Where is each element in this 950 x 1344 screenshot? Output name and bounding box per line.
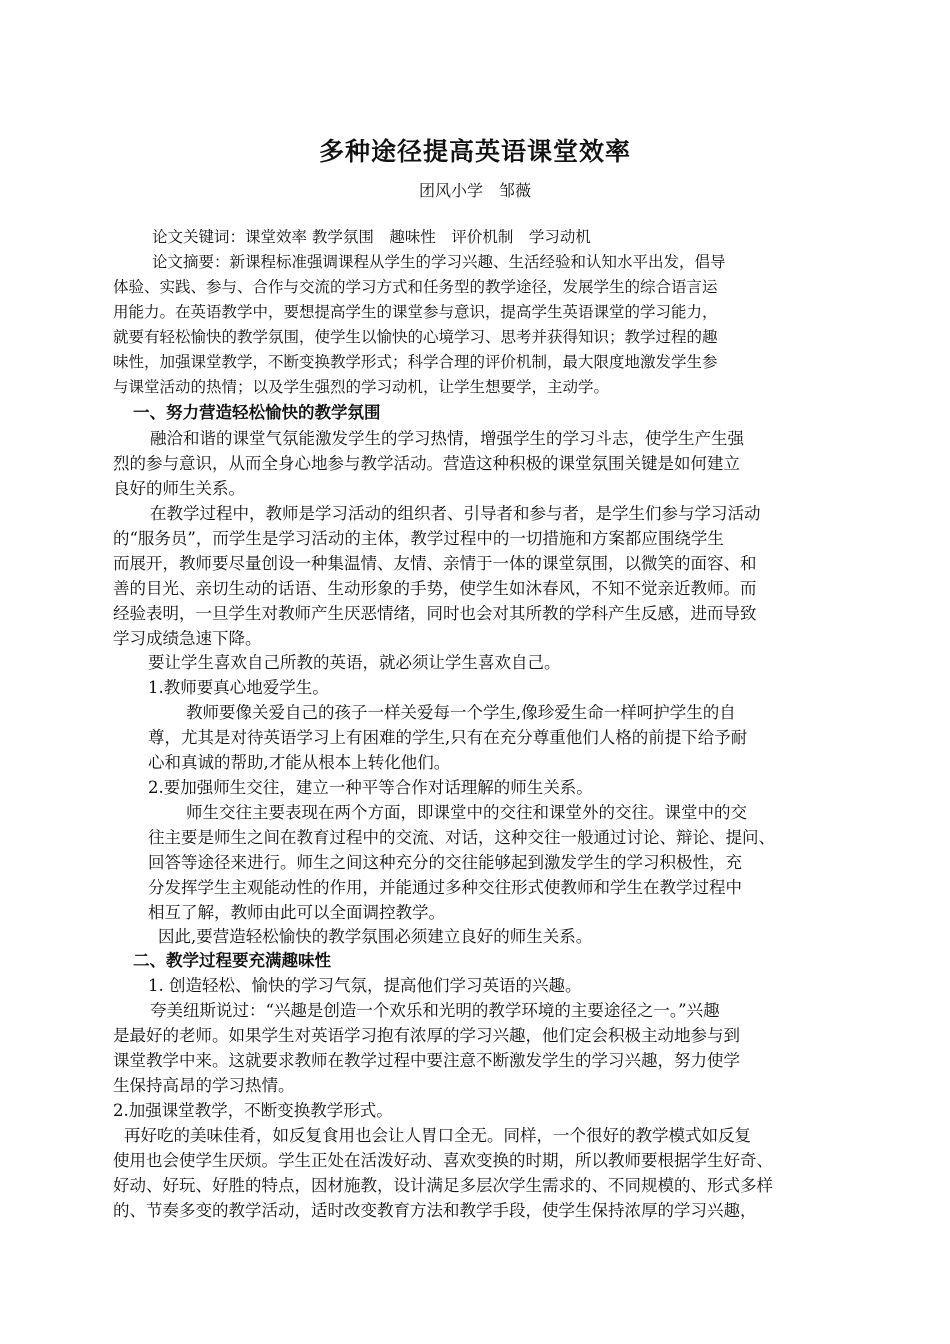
paragraph-line: 的“服务员”，而学生是学习活动的主体，教学过程中的一切措施和方案都应围绕学生 [113,529,724,548]
paragraph-line: 要让学生喜欢自己所教的英语，就必须让学生喜欢自己。 [148,653,561,672]
section-heading: 二、教学过程要充满趣味性 [133,951,331,970]
abstract-line: 与课堂活动的热情；以及学生强烈的学习动机，让学生想要学，主动学。 [113,378,610,396]
author-byline: 团风小学 邹薇 [418,181,531,200]
abstract-line: 体验、实践、参与、合作与交流的学习方式和任务型的教学途径，发展学生的综合语言运 [113,278,718,296]
paragraph-line: 因此,要营造轻松愉快的教学氛围必须建立良好的师生关系。 [158,927,593,946]
list-item-heading: 2.加强课堂教学，不断变换教学形式。 [113,1101,393,1120]
list-item-heading: 1.教师要真心地爱学生。 [148,678,329,697]
abstract-line: 用能力。在英语教学中，要想提高学生的课堂参与意识，提高学生英语课堂的学习能力， [113,303,718,321]
paragraph-line: 烈的参与意识，从而全身心地参与教学活动。营造这种积极的课堂氛围关键是如何建立 [113,454,740,473]
paragraph-line: 分发挥学生主观能动性的作用，并能通过多种交往形式使教师和学生在教学过程中 [148,878,742,897]
section-heading: 一、努力营造轻松愉快的教学氛围 [133,403,381,422]
paragraph-line: 良好的师生关系。 [113,479,245,498]
paragraph-line: 教师要像关爱自己的孩子一样关爱每一个学生,像珍爱生命一样呵护学生的自 [186,703,736,722]
paragraph-line: 心和真诚的帮助,才能从根本上转化他们。 [148,753,451,772]
paragraph-line: 夸美纽斯说过：“兴趣是创造一个欢乐和光明的教学环境的主要途径之一。”兴趣 [150,1001,720,1020]
paragraph-line: 往主要是师生之间在教育过程中的交流、对话，这种交往一般通过讨论、辩论、提问、 [148,828,775,847]
abstract-line: 就要有轻松愉快的教学氛围，使学生以愉快的心境学习、思考并获得知识；教学过程的趣 [113,328,718,346]
paragraph-line: 课堂教学中来。这就要求教师在教学过程中要注意不断激发学生的学习兴趣，努力使学 [113,1051,740,1070]
paragraph-line: 而展开，教师要尽量创设一种集温情、友情、亲情于一体的课堂氛围，以微笑的面容、和 [113,554,757,573]
abstract-line: 论文摘要：新课程标准强调课程从学生的学习兴趣、生活经验和认知水平出发，倡导 [152,253,726,271]
paragraph-line: 在教学过程中，教师是学习活动的组织者、引导者和参与者，是学生们参与学习活动 [150,504,761,523]
paragraph-line: 经验表明，一旦学生对教师产生厌恶情绪，同时也会对其所教的学科产生反感，进而导致 [113,604,757,623]
abstract-line: 味性，加强课堂教学，不断变换教学形式；科学合理的评价机制，最大限度地激发学生参 [113,353,718,371]
paragraph-line: 师生交往主要表现在两个方面，即课堂中的交往和课堂外的交往。课堂中的交 [186,803,747,822]
paragraph-line: 是最好的老师。如果学生对英语学习抱有浓厚的学习兴趣，他们定会积极主动地参与到 [113,1026,740,1045]
keywords-line: 论文关键词：课堂效率 教学氛围 趣味性 评价机制 学习动机 [152,228,591,246]
document-title: 多种途径提高英语课堂效率 [318,137,631,166]
paragraph-line: 使用也会使学生厌烦。学生正处在活泼好动、喜欢变换的时期，所以教师要根据学生好奇、 [113,1151,773,1170]
paragraph-line: 回答等途径来进行。师生之间这种充分的交往能够起到激发学生的学习积极性，充 [148,853,742,872]
paragraph-line: 好动、好玩、好胜的特点，因材施教，设计满足多层次学生需求的、不同规模的、形式多样 [113,1176,773,1195]
paragraph-line: 善的目光、亲切生动的话语、生动形象的手势，使学生如沐春风，不知不觉亲近教师。而 [113,579,757,598]
paragraph-line: 学习成绩急速下降。 [113,629,262,648]
paragraph-line: 尊，尤其是对待英语学习上有困难的学生,只有在充分尊重他们人格的前提下给予耐 [148,728,748,747]
paragraph-line: 生保持高昂的学习热情。 [113,1076,295,1095]
list-item-heading: 1. 创造轻松、愉快的学习气氛，提高他们学习英语的兴趣。 [148,976,582,995]
paragraph-line: 相互了解，教师由此可以全面调控教学。 [148,903,445,922]
list-item-heading: 2.要加强师生交往，建立一种平等合作对话理解的师生关系。 [148,778,593,797]
paragraph-line: 的、节奏多变的教学活动，适时改变教育方法和教学手段，使学生保持浓厚的学习兴趣， [113,1201,757,1220]
paragraph-line: 融洽和谐的课堂气氛能激发学生的学习热情，增强学生的学习斗志，使学生产生强 [150,429,744,448]
paragraph-line: 再好吃的美味佳肴，如反复食用也会让人胃口全无。同样，一个很好的教学模式如反复 [124,1126,751,1145]
